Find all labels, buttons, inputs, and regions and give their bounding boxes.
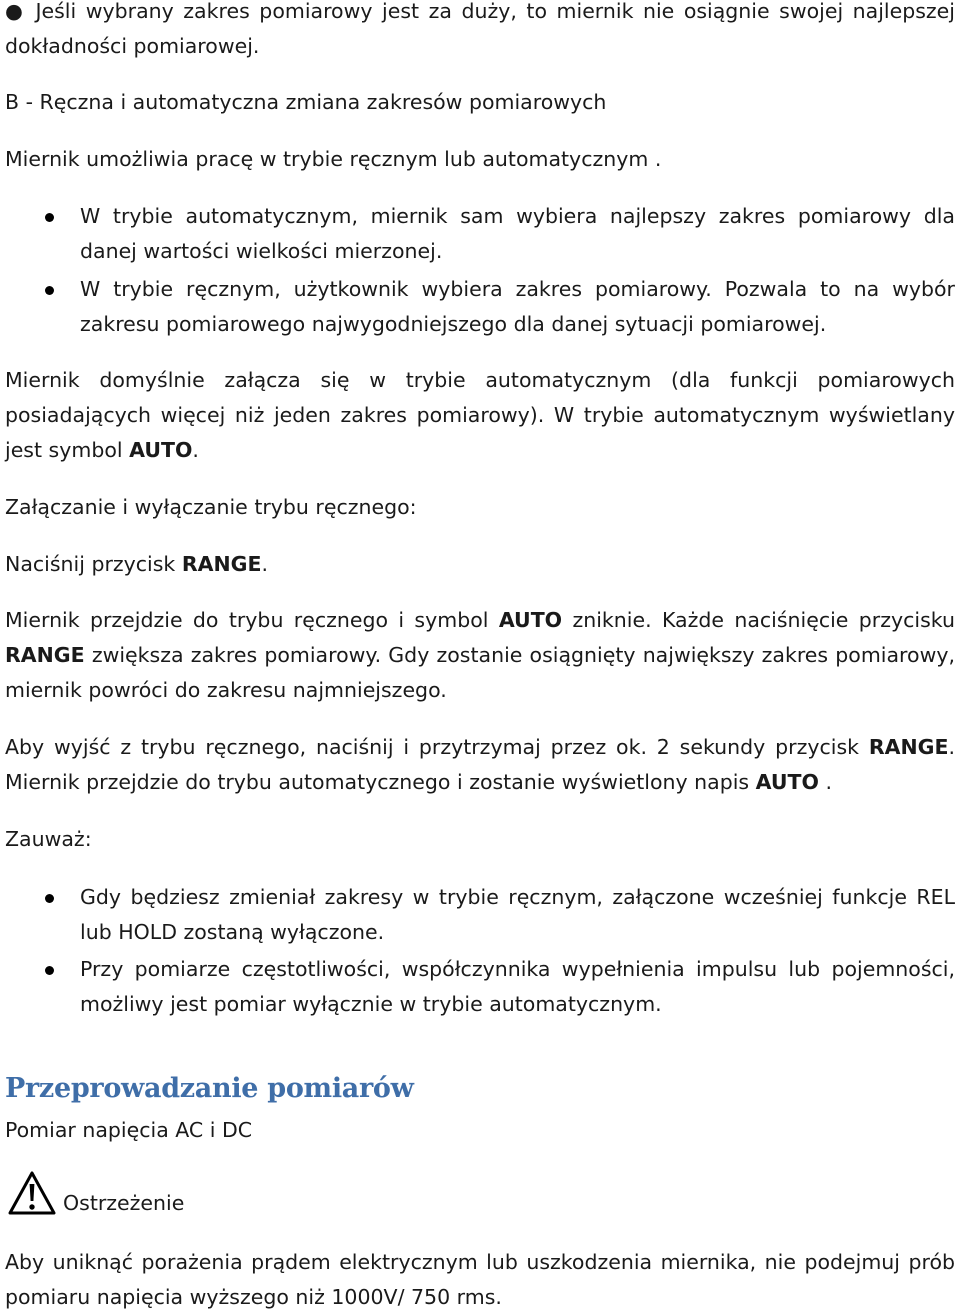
manual-behavior-paragraph [5, 603, 955, 708]
list-item-text: Przy pomiarze częstotliwości, współczynnika wypełnienia impulsu lub pojemności, możliwy jest pomiar wyłącznie w trybie automatycznym. [80, 957, 955, 1016]
punctuation: . [192, 438, 199, 462]
section-b-title: B - Ręczna i automatyczna zmiana zakresów pomiarowych [5, 90, 607, 114]
auto-symbol: AUTO [129, 438, 193, 462]
warning-triangle-icon [7, 1170, 57, 1216]
bullet-glyph: ● [5, 0, 26, 23]
range-key: RANGE [5, 643, 85, 667]
auto-symbol: AUTO [755, 770, 819, 794]
warning-row [5, 1170, 405, 1218]
range-key: RANGE [868, 735, 949, 759]
section-b-intro: Miernik umożliwia pracę w trybie ręcznym lub automatycznym . [5, 147, 662, 171]
exit-manual-part: . [818, 770, 832, 794]
subheading: Pomiar napięcia AC i DC [5, 1118, 253, 1142]
exit-manual-paragraph [5, 730, 955, 800]
list-item-text: W trybie ręcznym, użytkownik wybiera zakres pomiarowy. Pozwala to na wybór zakresu pomiarowego najwygodniejszego dla danej sytuacji pomiarowej. [80, 277, 955, 336]
list-item-text: W trybie automatycznym, miernik sam wybiera najlepszy zakres pomiarowy dla danej wartości wielkości mierzonej. [80, 204, 955, 263]
punctuation: . [261, 552, 268, 576]
list-item-text: Gdy będziesz zmieniał zakresy w trybie ręcznym, załączone wcześniej funkcje REL lub HOLD zostaną wyłączone. [80, 885, 955, 944]
manual-behavior-part: Miernik przejdzie do trybu ręcznego i symbol [5, 608, 499, 632]
manual-toggle-title: Załączanie i wyłączanie trybu ręcznego: [5, 495, 417, 519]
warning-label: Ostrzeżenie [63, 1191, 185, 1215]
press-range-paragraph [5, 547, 955, 582]
section-heading: Przeprowadzanie pomiarów [5, 1073, 414, 1104]
manual-behavior-part: zniknie. Każde naciśnięcie przycisku [562, 608, 955, 632]
default-mode-text: Miernik domyślnie załącza się w trybie automatycznym (dla funkcji pomiarowych posiadających więcej niż jeden zakres pomiarowy). W trybie automatycznym wyświetlany jest symbol [5, 368, 955, 462]
bullet-dot-icon [45, 213, 54, 222]
warning-text: Aby uniknąć porażenia prądem elektrycznym lub uszkodzenia miernika, nie podejmuj prób pomiaru napięcia wyższego niż 1000V/ 750 rms. [5, 1250, 955, 1309]
bullet-dot-icon [45, 286, 54, 295]
bullet-dot-icon [45, 894, 54, 903]
default-mode-paragraph [5, 363, 955, 468]
note-label: Zauważ: [5, 827, 92, 851]
auto-symbol: AUTO [498, 608, 563, 632]
exit-manual-part: Aby wyjść z trybu ręcznego, naciśnij i przytrzymaj przez ok. 2 sekundy przycisk [5, 735, 869, 759]
range-key: RANGE [181, 552, 262, 576]
exit-manual-part: . Miernik przejdzie do trybu automatycznego i zostanie wyświetlony napis [5, 735, 955, 794]
manual-behavior-part: zwiększa zakres pomiarowy. Gdy zostanie osiągnięty największy zakres pomiarowy, miernik powróci do zakresu najmniejszego. [5, 643, 955, 702]
intro-text: Jeśli wybrany zakres pomiarowy jest za duży, to miernik nie osiągnie swojej najlepszej dokładności pomiarowej. [5, 0, 955, 58]
bullet-dot-icon [45, 966, 54, 975]
press-prefix: Naciśnij przycisk [5, 552, 182, 576]
intro-paragraph [5, 0, 955, 64]
